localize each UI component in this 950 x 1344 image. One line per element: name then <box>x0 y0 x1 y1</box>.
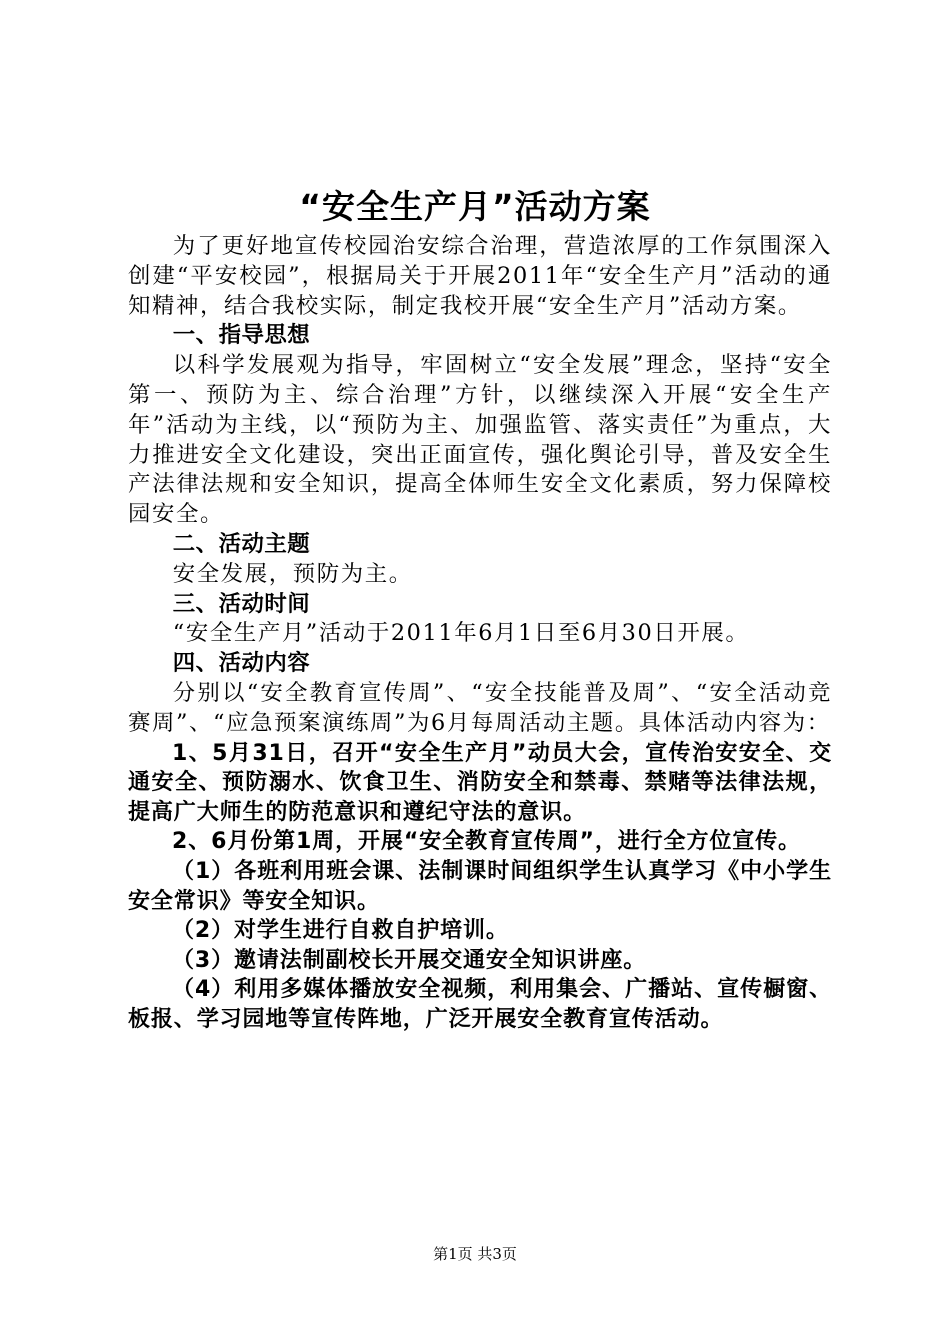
page-number-footer: 第1页 共3页 <box>433 1245 517 1263</box>
activity-theme-paragraph: 安全发展，预防为主。 <box>172 560 413 587</box>
activity-item-2: 2、6月份第1周，开展“安全教育宣传周”，进行全方位宣传。 <box>172 829 801 855</box>
section-heading-activity-time: 三、活动时间 <box>172 590 311 617</box>
activity-subitem-1: （1）各班利用班会课、法制课时间组织学生认真学习《中小学生安全常识》等安全知识。 <box>128 858 832 914</box>
document-body <box>128 232 832 1034</box>
guiding-ideology-paragraph: 以科学发展观为指导，牢固树立“安全发展”理念，坚持“安全第一、预防为主、综合治理”方针，以继续深入开展“安全生产年”活动为主线，以“预防为主、加强监管、落实责任”为重点，大力推进安全文化建设，突出正面宣传，强化舆论引导，普及安全生产法律法规和安全知识，提高全体师生安全文化素质，努力保障校园安全。 <box>128 352 832 528</box>
activity-subitem-2: （2）对学生进行自救自护培训。 <box>172 918 509 944</box>
section-heading-guiding-ideology: 一、指导思想 <box>172 322 311 349</box>
activity-item-1: 1、5月31日，召开“安全生产月”动员大会，宣传治安安全、交通安全、预防溺水、饮食卫生、消防安全和禁毒、禁赌等法律法规，提高广大师生的防范意识和遵纪守法的意识。 <box>128 740 832 825</box>
activity-content-paragraph: 分别以“安全教育宣传周”、“安全技能普及周”、“安全活动竞赛周”、“应急预案演练周”为6月每周活动主题。具体活动内容为： <box>128 679 832 736</box>
section-heading-activity-content: 四、活动内容 <box>172 650 311 677</box>
activity-time-paragraph: “安全生产月”活动于2011年6月1日至6月30日开展。 <box>172 620 750 647</box>
activity-subitem-4: （4）利用多媒体播放安全视频，利用集会、广播站、宣传橱窗、板报、学习园地等宣传阵地，广泛开展安全教育宣传活动。 <box>128 977 832 1032</box>
document-title: “安全生产月”活动方案 <box>299 187 651 226</box>
section-heading-activity-theme: 二、活动主题 <box>172 530 311 557</box>
intro-paragraph: 为了更好地宣传校园治安综合治理，营造浓厚的工作氛围深入创建“平安校园”，根据局关于开展2011年“安全生产月”活动的通知精神，结合我校实际，制定我校开展“安全生产月”活动方案。 <box>128 233 832 319</box>
activity-subitem-3: （3）邀请法制副校长开展交通安全知识讲座。 <box>172 947 647 973</box>
